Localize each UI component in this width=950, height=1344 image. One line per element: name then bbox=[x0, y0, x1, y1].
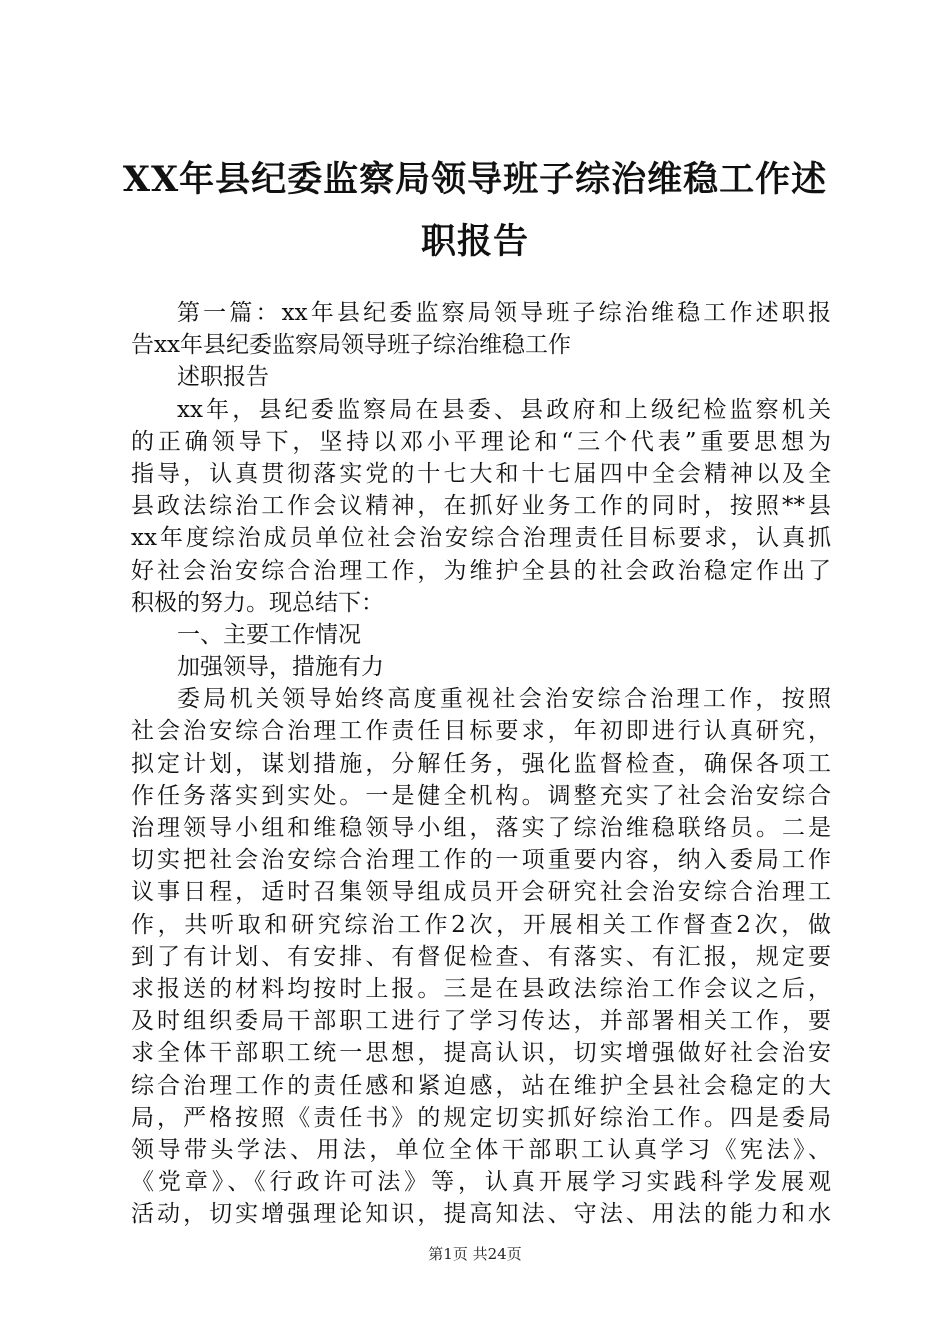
body-line: 综合治理工作的责任感和紧迫感，站在维护全县社会稳定的大 bbox=[131, 1072, 831, 1099]
section-heading: 一、主要工作情况 bbox=[177, 621, 361, 648]
body-line: xx年度综治成员单位社会治安综合治理责任目标要求，认真抓 bbox=[131, 525, 831, 552]
body-line: 领导带头学法、用法，单位全体干部职工认真学习《宪法》、 bbox=[131, 1136, 831, 1163]
body-line: 《党章》、《行政许可法》等，认真开展学习实践科学发展观 bbox=[131, 1169, 831, 1196]
body-line: 积极的努力。现总结下： bbox=[131, 589, 384, 616]
body-line: 及时组织委局干部职工进行了学习传达，并部署相关工作，要 bbox=[131, 1008, 831, 1035]
page-number-footer: 第1页 共24页 bbox=[428, 1245, 522, 1263]
document-title-line-2: 职报告 bbox=[420, 221, 529, 262]
body-line: 县政法综治工作会议精神，在抓好业务工作的同时，按照**县 bbox=[131, 493, 831, 520]
body-line: 好社会治安综合治理工作，为维护全县的社会政治稳定作出了 bbox=[131, 557, 831, 584]
body-line: 拟定计划，谋划措施，分解任务，强化监督检查，确保各项工 bbox=[131, 750, 831, 777]
body-line: 指导，认真贯彻落实党的十七大和十七届四中全会精神以及全 bbox=[131, 460, 831, 487]
body-line: 作，共听取和研究综治工作2次，开展相关工作督查2次，做 bbox=[131, 911, 831, 938]
body-line: 社会治安综合治理工作责任目标要求，年初即进行认真研究， bbox=[131, 718, 831, 745]
body-line: 活动，切实增强理论知识，提高知法、守法、用法的能力和水 bbox=[131, 1201, 831, 1228]
body-line: 作任务落实到实处。一是健全机构。调整充实了社会治安综合 bbox=[131, 782, 831, 809]
body-line: 的正确领导下，坚持以邓小平理论和“三个代表”重要思想为 bbox=[131, 428, 831, 455]
body-line: 述职报告 bbox=[177, 364, 269, 391]
document-title-line-1: XX年县纪委监察局领导班子综治维稳工作述 bbox=[122, 159, 828, 200]
body-line: 切实把社会治安综合治理工作的一项重要内容，纳入委局工作 bbox=[131, 847, 831, 874]
body-line: 告xx年县纪委监察局领导班子综治维稳工作 bbox=[131, 332, 571, 359]
subsection-heading: 加强领导，措施有力 bbox=[177, 654, 384, 681]
body-line: 治理领导小组和维稳领导小组，落实了综治维稳联络员。二是 bbox=[131, 815, 831, 841]
body-line: 求全体干部职工统一思想，提高认识，切实增强做好社会治安 bbox=[131, 1040, 831, 1067]
document-body bbox=[131, 297, 831, 1230]
body-line: 委局机关领导始终高度重视社会治安综合治理工作，按照 bbox=[177, 686, 831, 713]
body-line: 求报送的材料均按时上报。三是在县政法综治工作会议之后， bbox=[131, 975, 831, 1002]
body-line: 第一篇：xx年县纪委监察局领导班子综治维稳工作述职报 bbox=[177, 300, 831, 326]
body-line: 到了有计划、有安排、有督促检查、有落实、有汇报，规定要 bbox=[131, 943, 831, 970]
body-line: xx年，县纪委监察局在县委、县政府和上级纪检监察机关 bbox=[177, 396, 831, 423]
body-line: 局，严格按照《责任书》的规定切实抓好综治工作。四是委局 bbox=[131, 1104, 831, 1131]
body-line: 议事日程，适时召集领导组成员开会研究社会治安综合治理工 bbox=[131, 879, 831, 906]
